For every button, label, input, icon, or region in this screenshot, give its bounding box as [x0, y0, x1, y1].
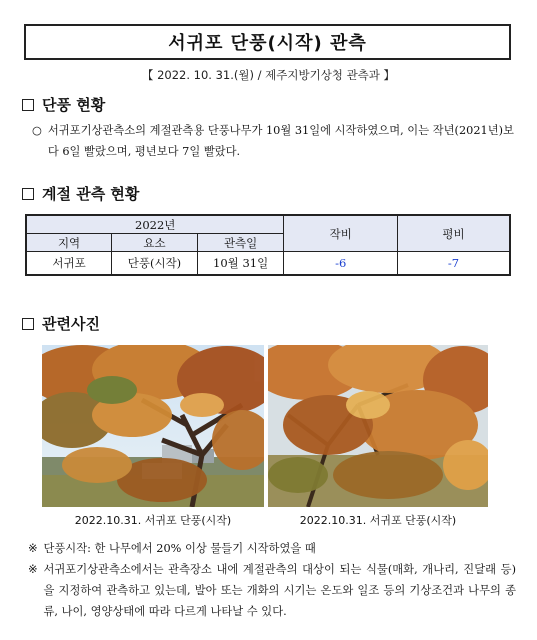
photo-maple-2: [268, 345, 488, 507]
note-explanation: [28, 559, 516, 622]
cell-vs-normal: -7: [397, 252, 510, 276]
reference-mark-icon: ※: [28, 542, 38, 555]
section-heading-text: 관련사진: [42, 315, 100, 333]
observation-table: [25, 214, 511, 276]
photo-caption-1: 2022.10.31. 서귀포 단풍(시작): [74, 514, 232, 527]
status-text: 서귀포기상관측소의 계절관측용 단풍나무가 10월 31일에 시작하였으며, 이는 작년(2021년)보다 6일 빨랐으며, 평년보다 7일 빨랐다.: [47, 124, 514, 158]
year-header: 2022년: [26, 215, 284, 234]
col-header-element: 요소: [112, 234, 198, 252]
note-text: 서귀포기상관측소에서는 관측장소 내에 계절관측의 대상이 되는 식물(매화, 개나리, 진달래 등)을 지정하여 관측하고 있는데, 발아 또는 개화의 시기는 온도와 일조 등의 기상조건과 나무의 종류, 나이, 영양상태에 따라 다르게 나타날 수 있다.: [43, 563, 516, 618]
section-heading-photos: [22, 313, 100, 334]
section-heading-observation: [22, 183, 139, 204]
col-header-date: 관측일: [197, 234, 284, 252]
note-definition: [28, 538, 516, 559]
col-header-vs-normal: 평비: [397, 215, 510, 252]
section-heading-text: 계절 관측 현황: [42, 185, 140, 203]
checkbox-square-icon: [22, 99, 34, 111]
note-text: 단풍시작: 한 나무에서 20% 이상 물들기 시작하였을 때: [43, 542, 316, 555]
reference-mark-icon: ※: [28, 563, 38, 576]
checkbox-square-icon: [22, 318, 34, 330]
cell-region: 서귀포: [26, 252, 112, 276]
table-header-row: [26, 215, 510, 234]
photo-maple-1: [42, 345, 264, 507]
cell-vs-last: -6: [284, 252, 398, 276]
photo-caption-2: 2022.10.31. 서귀포 단풍(시작): [299, 514, 457, 527]
col-header-region: 지역: [26, 234, 112, 252]
status-paragraph: [32, 120, 522, 162]
section-heading-status: [22, 94, 105, 115]
cell-element: 단풍(시작): [112, 252, 198, 276]
table-row: [26, 252, 510, 276]
cell-date: 10월 31일: [197, 252, 284, 276]
circle-bullet-icon: ○: [32, 124, 42, 137]
page-title-box: [24, 24, 511, 60]
section-heading-text: 단풍 현황: [42, 96, 106, 114]
checkbox-square-icon: [22, 188, 34, 200]
page-title: 서귀포 단풍(시작) 관측: [168, 33, 367, 54]
col-header-vs-last: 작비: [284, 215, 398, 252]
report-subtitle: 【 2022. 10. 31.(월) / 제주지방기상청 관측과 】: [141, 68, 396, 82]
